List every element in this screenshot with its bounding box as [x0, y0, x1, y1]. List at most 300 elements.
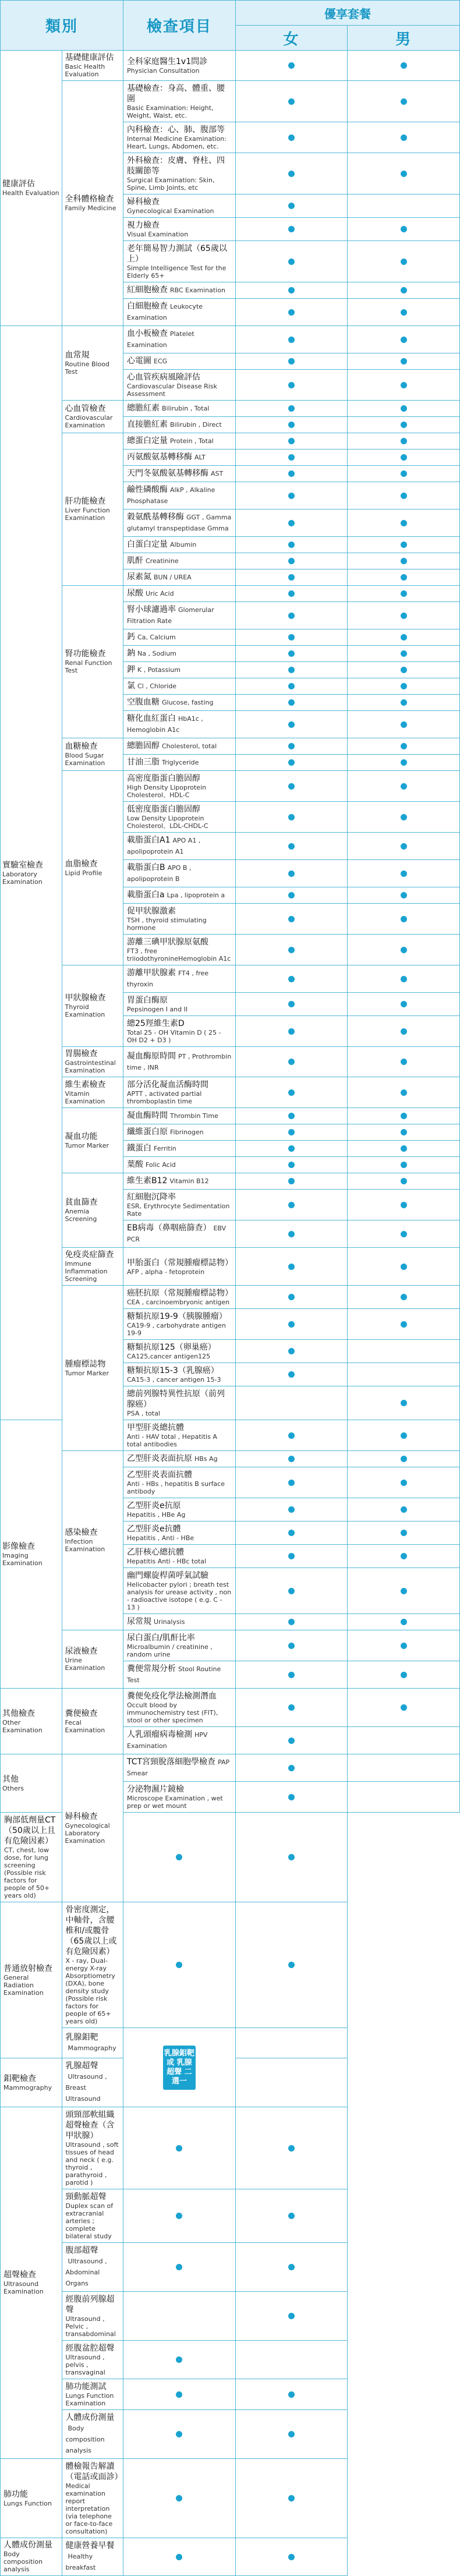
item-name-en: Cholesterol, total — [162, 742, 217, 750]
female-included-cell — [235, 1309, 348, 1340]
included-dot-icon — [288, 759, 295, 766]
category-title: 貧血篩查 — [65, 1198, 98, 1207]
category-title: 維生素檢查 — [65, 1080, 106, 1089]
category-subtitle: Thyroid Examination — [65, 1003, 105, 1018]
table-row — [1, 2410, 460, 2459]
included-dot-icon — [401, 892, 407, 898]
included-dot-icon — [401, 422, 407, 428]
male-included-cell — [348, 1545, 460, 1568]
included-dot-icon — [288, 226, 295, 232]
included-dot-icon — [288, 574, 295, 581]
female-included-cell — [235, 569, 348, 586]
either-or-note: 乳腺鉬靶 或 乳腺超聲 二選一 — [163, 2046, 196, 2090]
included-dot-icon — [288, 1129, 295, 1135]
item-name — [127, 436, 232, 447]
item-name-zh: 尿酸 — [127, 589, 143, 598]
category-subtitle: Renal Function Test — [65, 659, 112, 674]
item-name-zh: 健康營養早餐 — [65, 2541, 115, 2550]
male-included-cell — [348, 1630, 460, 1661]
female-included-cell — [235, 1363, 348, 1386]
item-cell — [123, 802, 236, 833]
item-name-zh: 腎小球濾過率 — [127, 605, 176, 614]
item-name-zh: 糖化血紅蛋白 — [127, 714, 176, 723]
included-dot-icon — [401, 171, 407, 177]
item-name-en: EBV PCR — [127, 1225, 227, 1243]
table-row — [1, 1286, 460, 1309]
item-name — [127, 681, 232, 692]
item-name-zh: 乙型肝炎表面抗原 — [127, 1454, 192, 1463]
item-name-zh: 甲胎蛋白（常規腫瘤標誌物） — [127, 1258, 233, 1268]
category-title: 凝血功能 — [65, 1131, 98, 1141]
included-dot-icon — [176, 1962, 182, 1968]
male-included-cell — [348, 1386, 460, 1420]
section-title: 影像檢查 — [2, 1541, 35, 1551]
section-cell — [1, 51, 62, 326]
category-cell — [62, 771, 123, 965]
included-dot-icon — [288, 1028, 295, 1035]
item-name-en: Ca, Calcium — [137, 634, 176, 641]
item-name — [66, 2412, 120, 2456]
item-name — [127, 741, 232, 752]
item-cell — [123, 1248, 236, 1286]
item-name-en: Leukocyte Examination — [127, 303, 203, 321]
item-name-en: Cardiovascular Disease Risk Assessment — [127, 383, 217, 398]
item-name-zh: 纖維蛋白原 — [127, 1127, 168, 1137]
item-name-zh: 天門冬氨酸氨基轉移酶 — [127, 469, 208, 478]
item-cell — [123, 1689, 236, 1727]
category-title: 腎功能檢查 — [65, 649, 106, 659]
included-dot-icon — [401, 976, 407, 982]
item-name — [127, 1176, 232, 1187]
included-dot-icon — [401, 558, 407, 564]
item-name-en: Hepatitis Anti - HBc total — [127, 1558, 207, 1565]
male-included-cell — [348, 1727, 460, 1754]
male-included-cell — [348, 965, 460, 993]
category-cell — [62, 738, 123, 771]
category-title: 肝功能檢查 — [65, 497, 106, 506]
item-name-en: TSH , thyroid stimulating hormone — [127, 917, 207, 932]
category-subtitle: Lungs Function — [3, 2499, 52, 2507]
item-name-en: Visual Examination — [127, 231, 189, 238]
included-dot-icon — [288, 1348, 295, 1354]
male-included-cell — [348, 586, 460, 602]
male-included-cell — [348, 1498, 460, 1521]
included-dot-icon — [401, 1231, 407, 1237]
female-included-cell — [235, 646, 348, 662]
item-name-en: Glomerular Filtration Rate — [127, 606, 214, 625]
male-included-cell — [348, 1173, 460, 1190]
item-name-zh: 凝血酶原時間 — [127, 1051, 176, 1061]
category-title: 甲狀腺檢查 — [65, 993, 106, 1003]
included-dot-icon — [288, 358, 295, 365]
item-cell — [123, 1124, 236, 1141]
male-included-cell — [348, 153, 460, 194]
included-dot-icon — [288, 721, 295, 728]
included-dot-icon — [288, 1588, 295, 1594]
category-title: 鉬靶檢查 — [3, 2073, 36, 2083]
category-title: 超聲檢查 — [3, 2270, 36, 2280]
item-name-zh: 糖類抗原15-3（乳腺癌） — [127, 1366, 219, 1375]
included-dot-icon — [288, 2554, 295, 2560]
included-dot-icon — [288, 1619, 295, 1625]
item-name-en: Surgical Examination: Skin, Spine, Limb Joints, etc — [127, 176, 215, 192]
included-dot-icon — [401, 1506, 407, 1513]
item-name — [127, 1664, 232, 1686]
item-cell — [123, 755, 236, 771]
male-included-cell — [348, 241, 460, 282]
item-name — [127, 1051, 232, 1073]
item-cell — [123, 417, 236, 433]
item-cell — [123, 1754, 236, 1782]
included-dot-icon — [401, 1294, 407, 1300]
item-name — [66, 2032, 120, 2054]
male-header: 男 — [348, 26, 460, 51]
included-dot-icon — [401, 1456, 407, 1462]
item-name-zh: 游離三碘甲狀腺原氨酸 — [127, 937, 208, 947]
female-included-cell — [235, 51, 348, 81]
category-subtitle: Mammography — [3, 2083, 52, 2092]
included-dot-icon — [288, 438, 295, 444]
item-cell — [123, 1047, 236, 1077]
item-cell — [62, 2058, 123, 2107]
table-row — [1, 2459, 460, 2538]
included-dot-icon — [288, 1321, 295, 1328]
female-included-cell — [235, 1077, 348, 1108]
included-dot-icon — [288, 667, 295, 673]
table-row — [1, 2292, 460, 2341]
category-subtitle: Basic Health Evaluation — [65, 63, 105, 78]
included-dot-icon — [401, 916, 407, 922]
item-cell — [62, 2189, 123, 2243]
included-dot-icon — [288, 520, 295, 526]
male-included-cell — [348, 370, 460, 401]
item-cell — [123, 1420, 236, 1451]
item-cell — [123, 1157, 236, 1173]
item-name — [127, 648, 232, 659]
item-name-en: Bilirubin , Direct — [170, 421, 222, 429]
item-name-en: Low Density Lipoprotein Cholesterol、LDL-CHDL-C — [127, 815, 208, 830]
female-included-cell — [123, 2379, 236, 2410]
female-included-cell — [235, 1498, 348, 1521]
male-included-cell — [348, 537, 460, 553]
item-name-en: Stool Routine Test — [127, 1665, 221, 1684]
item-name-zh: 幽門螺旋桿菌呼氣試驗 — [127, 1571, 208, 1580]
item-name-zh: 糞便常規分析 — [127, 1664, 176, 1673]
included-dot-icon — [401, 721, 407, 728]
item-name — [127, 285, 232, 296]
male-included-cell — [348, 51, 460, 81]
item-name-zh: 維生素B12 — [127, 1176, 168, 1186]
female-included-cell — [235, 860, 348, 887]
item-name-zh: 胸部低劑量CT（50歲以上且有危險因素） — [4, 1816, 56, 1846]
table-row — [1, 1754, 460, 1782]
item-name-zh: 穀氨酰基轉移酶 — [127, 512, 184, 522]
male-included-cell — [348, 887, 460, 904]
included-dot-icon — [401, 520, 407, 526]
category-subtitle: Tumor Marker — [65, 1369, 109, 1377]
male-included-cell — [235, 1813, 348, 1902]
table-row — [1, 1248, 460, 1286]
female-included-cell — [235, 1190, 348, 1220]
category-title: 全科體格檢查 — [65, 194, 114, 204]
included-dot-icon — [288, 613, 295, 619]
included-dot-icon — [288, 634, 295, 641]
male-included-cell — [348, 1077, 460, 1108]
female-included-cell — [235, 537, 348, 553]
included-dot-icon — [288, 683, 295, 689]
item-cell — [123, 629, 236, 646]
item-name-zh: 鈣 — [127, 632, 135, 642]
included-dot-icon — [288, 1480, 295, 1486]
table-row — [1, 1630, 460, 1661]
included-dot-icon — [288, 259, 295, 265]
item-name — [127, 604, 232, 627]
table-row — [1, 1689, 460, 1727]
female-included-cell — [235, 662, 348, 678]
included-dot-icon — [401, 1028, 407, 1035]
item-name-en: AlkP , Alkaline Phosphatase — [127, 486, 215, 505]
item-cell — [123, 482, 236, 509]
section-subtitle: Laboratory Examination — [2, 870, 43, 886]
item-name-en: FT3 , free triiodothyronineHemoglobin A1c — [127, 947, 231, 963]
male-included-cell — [348, 1047, 460, 1077]
male-included-cell — [235, 1902, 348, 2028]
male-included-cell — [348, 629, 460, 646]
included-dot-icon — [401, 743, 407, 749]
item-cell — [123, 1630, 236, 1661]
included-dot-icon — [401, 1001, 407, 1007]
female-included-cell — [235, 241, 348, 282]
item-name-en: APTT , activated partial thromboplastin time — [127, 1090, 202, 1105]
included-dot-icon — [401, 287, 407, 293]
included-dot-icon — [288, 1162, 295, 1168]
category-title: 血脂檢查 — [65, 859, 98, 869]
included-dot-icon — [401, 454, 407, 461]
included-dot-icon — [288, 2313, 295, 2319]
category-cell — [62, 1108, 123, 1173]
item-name-zh: 空腹血糖 — [127, 698, 160, 707]
item-name-en: AFP , alpha - fetoprotein — [127, 1268, 205, 1276]
item-name-en: Simple Intelligence Test for the Elderly 65+ — [127, 264, 227, 279]
male-included-cell — [235, 2028, 348, 2058]
item-name — [127, 713, 232, 735]
table-row — [1, 1902, 460, 2028]
item-name-en: Folic Acid — [146, 1161, 176, 1169]
female-included-cell — [235, 1386, 348, 1420]
female-included-cell — [235, 466, 348, 482]
included-dot-icon — [401, 1162, 407, 1168]
female-included-cell — [235, 629, 348, 646]
table-row — [1, 51, 460, 81]
table-row — [1, 2189, 460, 2243]
included-dot-icon — [401, 470, 407, 477]
item-name-en: Physician Consultation — [127, 67, 200, 75]
item-name-zh: 鹼性磷酸酶 — [127, 485, 168, 494]
category-subtitle: Ultrasound Examination — [3, 2280, 44, 2295]
male-included-cell — [348, 1248, 460, 1286]
female-included-cell — [235, 1420, 348, 1451]
item-name-zh: 總前列腺特異性抗原（前列腺癌） — [127, 1389, 225, 1409]
included-dot-icon — [288, 337, 295, 343]
included-dot-icon — [288, 1202, 295, 1208]
item-name-zh: 乳腺超聲 — [65, 2061, 98, 2071]
item-cell — [123, 326, 236, 353]
included-dot-icon — [401, 62, 407, 69]
category-subtitle: Gastrointestinal Examination — [65, 1059, 116, 1074]
section-subtitle: Other Examination — [2, 1718, 43, 1734]
item-name-zh: 甲型肝炎總抗體 — [127, 1423, 184, 1432]
female-included-cell — [235, 353, 348, 370]
male-included-cell — [235, 2538, 348, 2576]
item-cell — [123, 904, 236, 935]
item-cell — [123, 1190, 236, 1220]
item-name-en: HBs Ag — [194, 1455, 218, 1463]
item-name-zh: 糖類抗原125（卵巢癌） — [127, 1343, 216, 1352]
item-cell — [123, 282, 236, 299]
included-dot-icon — [288, 1264, 295, 1270]
category-cell — [62, 586, 123, 738]
item-name-en: BUN / UREA — [154, 574, 192, 581]
item-cell — [123, 370, 236, 401]
female-included-cell — [235, 904, 348, 935]
included-dot-icon — [401, 1264, 407, 1270]
female-included-cell — [235, 1340, 348, 1363]
item-name-zh: 婦科檢查 — [127, 197, 160, 207]
included-dot-icon — [401, 358, 407, 365]
item-name-en: Ultrasound , soft tissues of head and neck ( e.g. thyroid , parathyroid , parotid ) — [65, 2141, 119, 2186]
item-cell — [123, 194, 236, 218]
category-subtitle: Fecal Examination — [65, 1718, 105, 1734]
item-name — [127, 328, 232, 351]
included-dot-icon — [288, 1854, 295, 1860]
item-name-zh: 血小板檢查 — [127, 329, 168, 338]
table-row — [1, 738, 460, 755]
female-included-cell — [235, 299, 348, 326]
included-dot-icon — [401, 542, 407, 548]
male-included-cell — [348, 1568, 460, 1614]
category-title: 尿液檢查 — [65, 1647, 98, 1656]
item-cell — [123, 662, 236, 678]
table-row — [1, 2379, 460, 2410]
item-cell — [1, 1813, 62, 1902]
category-subtitle: Routine Blood Test — [65, 360, 110, 376]
category-title: 胃腸檢查 — [65, 1049, 98, 1059]
category-subtitle: Lipid Profile — [65, 869, 102, 877]
table-row — [1, 1077, 460, 1108]
item-cell — [123, 993, 236, 1016]
item-cell — [123, 771, 236, 802]
item-name-en: ESR, Erythrocyte Sedimentation Rate — [127, 1202, 230, 1218]
item-cell — [123, 1173, 236, 1190]
item-name-en: Basic Examination: Height, Weight, Waist, etc. — [127, 104, 214, 119]
item-cell — [62, 2379, 123, 2410]
category-subtitle: Family Medicine — [65, 204, 116, 212]
category-cell — [62, 965, 123, 1047]
male-included-cell — [348, 904, 460, 935]
included-dot-icon — [288, 783, 295, 790]
item-name-zh: 凝血酶時間 — [127, 1111, 168, 1120]
table-row — [1, 1173, 460, 1190]
included-dot-icon — [401, 226, 407, 232]
category-subtitle: Blood Sugar Examination — [65, 752, 105, 767]
female-included-cell — [235, 695, 348, 711]
male-included-cell — [348, 602, 460, 629]
table-row — [1, 2028, 460, 2058]
item-name-zh: 丙氨酸氨基轉移酶 — [127, 452, 192, 462]
item-name-en: Duplex scan of extracranial arteries ; complete bilateral study — [65, 2202, 114, 2240]
included-dot-icon — [401, 1553, 407, 1559]
item-name-zh: 紅細胞沉降率 — [127, 1193, 176, 1202]
item-name-en: Anti - HAV total , Hepatitis A total antibodies — [127, 1433, 217, 1448]
male-included-cell — [348, 935, 460, 965]
item-name-en: Ultrasound , Breast Ultrasound — [65, 2073, 107, 2103]
category-cell — [62, 433, 123, 586]
table-row — [1, 1451, 460, 1467]
male-included-cell — [348, 695, 460, 711]
included-dot-icon — [401, 814, 407, 820]
item-cell — [123, 586, 236, 602]
included-dot-icon — [288, 650, 295, 657]
item-name-en: Pepsinogen I and II — [127, 1006, 188, 1013]
female-included-cell — [235, 738, 348, 755]
section-title: 其他檢查 — [2, 1708, 35, 1718]
package-table-body — [1, 51, 460, 2576]
item-cell — [123, 1141, 236, 1157]
table-row — [1, 326, 460, 353]
included-dot-icon — [288, 892, 295, 898]
item-cell — [123, 1016, 236, 1047]
item-name-en: PT , Prothrombin time , INR — [127, 1052, 232, 1071]
included-dot-icon — [401, 1432, 407, 1439]
item-name-zh: 全科家庭醫生1v1問診 — [127, 57, 208, 66]
category-cell — [62, 81, 123, 326]
included-dot-icon — [176, 2554, 182, 2560]
item-cell — [123, 81, 236, 122]
item-name-en: Ultrasound , Abdominal Organs — [65, 2257, 107, 2287]
male-included-cell — [348, 833, 460, 860]
female-included-cell — [123, 2189, 236, 2243]
table-row — [1, 2107, 460, 2189]
male-included-cell — [348, 711, 460, 738]
female-included-cell — [235, 1220, 348, 1248]
item-name-zh: 癌胚抗原（常規腫瘤標誌物） — [127, 1289, 233, 1298]
male-included-cell — [235, 2459, 348, 2538]
item-name-en: PAP Smear — [127, 1758, 230, 1777]
item-name-zh: 總蛋白定量 — [127, 436, 168, 445]
item-cell — [123, 1545, 236, 1568]
item-cell — [123, 1521, 236, 1545]
item-cell — [123, 678, 236, 695]
item-name-zh: 胃蛋白酶原 — [127, 996, 168, 1005]
item-cell — [62, 2538, 123, 2576]
female-included-cell — [235, 993, 348, 1016]
item-cell — [123, 537, 236, 553]
table-row — [1, 81, 460, 122]
item-name-en: Ultrasound , Pelvic , transabdominal — [65, 2315, 116, 2338]
item-name-zh: 經腹盆腔超聲 — [65, 2344, 115, 2353]
item-name — [127, 512, 232, 534]
female-included-cell — [235, 1614, 348, 1630]
included-dot-icon — [288, 743, 295, 749]
item-name — [127, 890, 232, 901]
included-dot-icon — [401, 135, 407, 141]
included-dot-icon — [288, 2495, 295, 2501]
female-included-cell — [235, 1141, 348, 1157]
female-included-cell — [235, 1521, 348, 1545]
item-cell — [123, 887, 236, 904]
item-cell — [123, 1782, 236, 1813]
female-included-cell — [235, 509, 348, 537]
